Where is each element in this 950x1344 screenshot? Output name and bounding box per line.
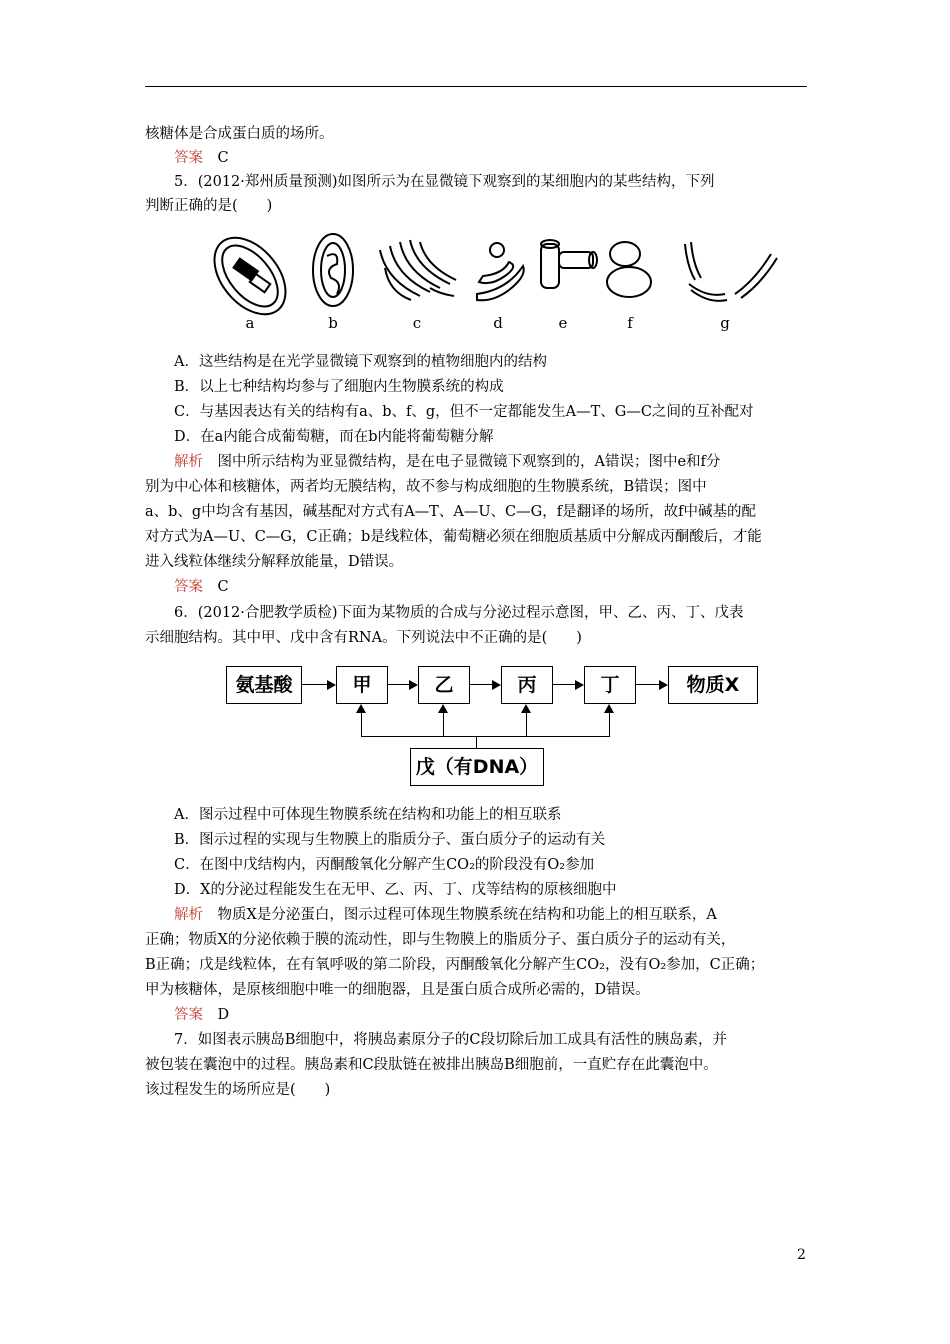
question-7-line: 该过程发生的场所应是( ) xyxy=(145,1082,331,1098)
answer-value: D xyxy=(217,1007,230,1023)
analysis-label: 解析 xyxy=(174,907,203,923)
connector-line xyxy=(609,713,610,736)
question-5-line: 5．(2012·郑州质量预测)如图所示为在显微镜下观察到的某细胞内的某些结构，下列 xyxy=(174,174,715,190)
option-A: A．这些结构是在光学显微镜下观察到的植物细胞内的结构 xyxy=(174,354,547,370)
analysis-line: 进入线粒体继续分解释放能量，D错误。 xyxy=(145,554,404,570)
arrow-head xyxy=(327,680,336,690)
analysis-label: 解析 xyxy=(174,454,203,470)
option-C: C．与基因表达有关的结构有a、b、f、g，但不一定都能发生A—T、G—C之间的互补配对 xyxy=(174,404,754,420)
header-rule xyxy=(145,86,807,87)
answer-label: 答案 xyxy=(174,1007,203,1023)
analysis-text: 物质X是分泌蛋白，图示过程可体现生物膜系统在结构和功能上的相互联系，A xyxy=(217,907,717,923)
organelle-figure xyxy=(205,228,785,338)
figure-label-a: a xyxy=(245,314,255,332)
question-5-line: 判断正确的是( ) xyxy=(145,198,273,214)
analysis-line xyxy=(174,905,717,925)
box-wu: 戊（有DNA） xyxy=(410,748,544,786)
mitochondrion-drawing xyxy=(313,234,353,306)
chloroplast-drawing xyxy=(205,228,300,328)
answer-label: 答案 xyxy=(174,150,203,166)
figure-label-c: c xyxy=(412,314,422,332)
box-bing: 丙 xyxy=(501,666,553,704)
answer-value: C xyxy=(217,150,229,166)
box-jia: 甲 xyxy=(336,666,388,704)
question-6-line: 6．(2012·合肥教学质检)下面为某物质的合成与分泌过程示意图，甲、乙、丙、丁、戊表 xyxy=(174,605,744,621)
option-D: D．在a内能合成葡萄糖，而在b内能将葡萄糖分解 xyxy=(174,429,494,445)
figure-label-b: b xyxy=(328,314,338,332)
box-amino-acid: 氨基酸 xyxy=(226,666,302,704)
figure-label-e: e xyxy=(558,314,568,332)
answer-label: 答案 xyxy=(174,579,203,595)
figure-label-f: f xyxy=(627,314,633,332)
figure-label-d: d xyxy=(493,314,503,332)
connector-line xyxy=(361,713,362,736)
er-drawing xyxy=(477,243,524,300)
answer-value: C xyxy=(217,579,229,595)
answer-line xyxy=(174,577,229,597)
figure-label-g: g xyxy=(720,314,730,332)
page-number: 2 xyxy=(797,1247,806,1263)
golgi-drawing xyxy=(380,240,456,300)
arrow-head xyxy=(356,704,366,713)
arrow-head xyxy=(438,704,448,713)
box-substance-x: 物质X xyxy=(668,666,758,704)
arrow-head xyxy=(409,680,418,690)
ribosome-drawing xyxy=(607,242,651,297)
analysis-line: 别为中心体和核糖体，两者均无膜结构，故不参与构成细胞的生物膜系统，B错误；图中 xyxy=(145,479,707,495)
question-7-line: 被包装在囊泡中的过程。胰岛素和C段肽链在被排出胰岛B细胞前，一直贮存在此囊泡中。 xyxy=(145,1057,718,1073)
analysis-line: 正确；物质X的分泌依赖于膜的流动性，即与生物膜上的脂质分子、蛋白质分子的运动有关， xyxy=(145,932,736,948)
arrow-line xyxy=(388,684,409,685)
text-line: 核糖体是合成蛋白质的场所。 xyxy=(145,126,334,142)
option-D: D．X的分泌过程能发生在无甲、乙、丙、丁、戊等结构的原核细胞中 xyxy=(174,882,617,898)
arrow-line xyxy=(553,684,575,685)
arrow-line xyxy=(470,684,492,685)
box-ding: 丁 xyxy=(584,666,636,704)
connector-line xyxy=(476,736,477,748)
arrow-head xyxy=(604,704,614,713)
answer-line xyxy=(174,1005,229,1025)
arrow-head xyxy=(492,680,501,690)
analysis-line: a、b、g中均含有基因，碱基配对方式有A—T、A—U、C—G，f是翻译的场所，故f中碱基的配 xyxy=(145,504,756,520)
option-A: A．图示过程中可体现生物膜系统在结构和功能上的相互联系 xyxy=(174,807,562,823)
arrow-head xyxy=(521,704,531,713)
centriole-drawing xyxy=(541,240,597,288)
option-C: C．在图中戊结构内，丙酮酸氧化分解产生CO₂的阶段没有O₂参加 xyxy=(174,857,595,873)
question-7-line: 7．如图表示胰岛B细胞中，将胰岛素原分子的C段切除后加工成具有活性的胰岛素，并 xyxy=(174,1032,727,1048)
connector-line xyxy=(361,736,610,737)
connector-line xyxy=(443,713,444,736)
arrow-head xyxy=(575,680,584,690)
nucleus-membrane-drawing xyxy=(685,242,777,301)
analysis-line: B正确；戊是线粒体，在有氧呼吸的第二阶段，丙酮酸氧化分解产生CO₂，没有O₂参加，C正确； xyxy=(145,957,765,973)
analysis-line: 对方式为A—U、C—G，C正确；b是线粒体，葡萄糖必须在细胞质基质中分解成丙酮酸后，才能 xyxy=(145,529,762,545)
arrow-line xyxy=(302,684,327,685)
arrow-line xyxy=(636,684,659,685)
analysis-line: 甲为核糖体，是原核细胞中唯一的细胞器，且是蛋白质合成所必需的，D错误。 xyxy=(145,982,650,998)
box-yi: 乙 xyxy=(418,666,470,704)
analysis-line xyxy=(174,452,720,472)
arrow-head xyxy=(659,680,668,690)
question-6-line: 示细胞结构。其中甲、戊中含有RNA。下列说法中不正确的是( ) xyxy=(145,630,582,646)
analysis-text: 图中所示结构为亚显微结构，是在电子显微镜下观察到的，A错误；图中e和f分 xyxy=(217,454,721,470)
option-B: B．图示过程的实现与生物膜上的脂质分子、蛋白质分子的运动有关 xyxy=(174,832,606,848)
answer-line xyxy=(174,148,229,168)
connector-line xyxy=(526,713,527,736)
option-B: B．以上七种结构均参与了细胞内生物膜系统的构成 xyxy=(174,379,504,395)
